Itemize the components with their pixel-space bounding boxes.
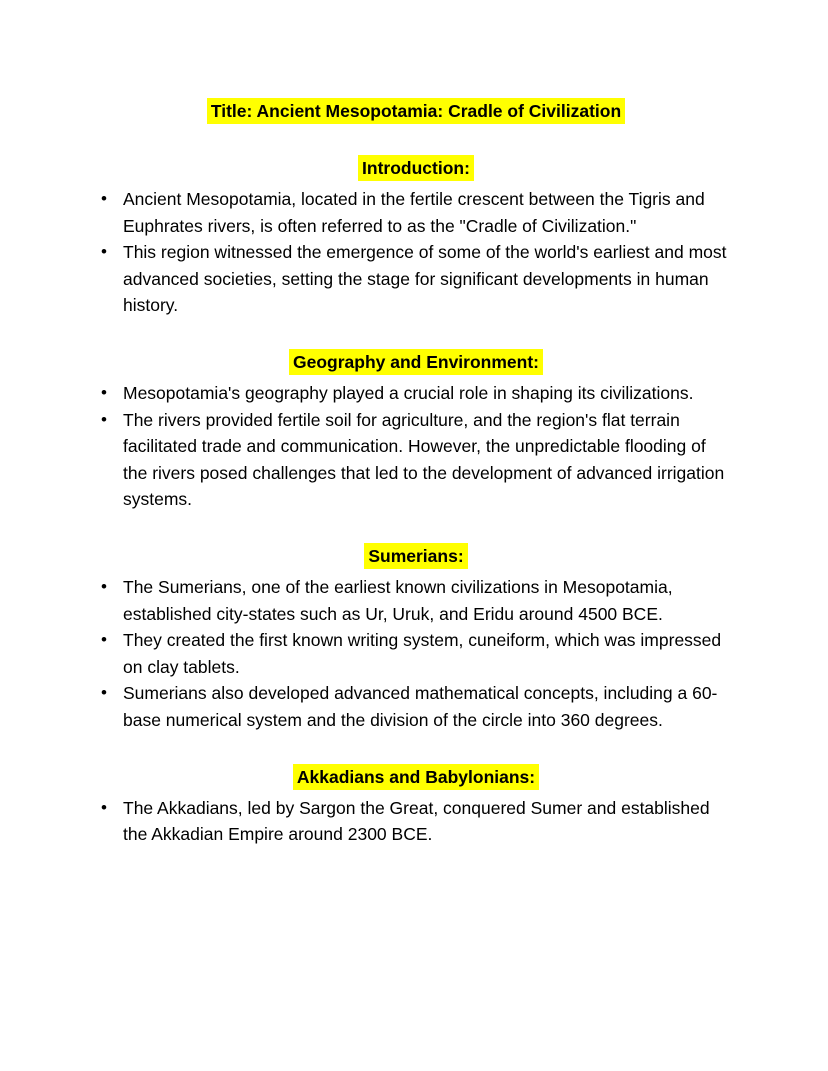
list-item xyxy=(100,795,732,848)
bullet-text: The Akkadians, led by Sargon the Great, conquered Sumer and established the Akkadian Empire around 2300 BCE. xyxy=(123,797,710,845)
bullet-text: The rivers provided fertile soil for agriculture, and the region's flat terrain facilitated trade and communication. However, the unpredictable flooding of the rivers posed challenges that led to the development of advanced irrigation systems. xyxy=(123,409,725,510)
bullet-list xyxy=(100,186,732,319)
bullet-icon: • xyxy=(101,242,107,262)
list-item xyxy=(100,239,732,319)
document-content xyxy=(100,98,732,848)
section-heading: Introduction: xyxy=(358,155,474,181)
bullet-icon: • xyxy=(101,409,107,429)
section-sumerians xyxy=(100,543,732,734)
bullet-text: Sumerians also developed advanced mathematical concepts, including a 60-base numerical system and the division of the circle into 360 degrees. xyxy=(123,683,718,730)
section-heading-row xyxy=(100,349,732,375)
bullet-text: They created the first known writing system, cuneiform, which was impressed on clay tablets. xyxy=(123,630,722,677)
list-item xyxy=(100,186,732,239)
document-title: Title: Ancient Mesopotamia: Cradle of Civilization xyxy=(207,98,625,124)
bullet-icon: • xyxy=(101,683,107,703)
bullet-icon: • xyxy=(101,382,107,402)
bullet-icon: • xyxy=(101,630,107,650)
bullet-text: This region witnessed the emergence of some of the world's earliest and most advanced societies, setting the stage for significant developments in human history. xyxy=(123,242,727,316)
list-item xyxy=(100,680,732,733)
bullet-text: Ancient Mesopotamia, located in the fertile crescent between the Tigris and Euphrates rivers, is often referred to as the "Cradle of Civilization." xyxy=(123,189,705,236)
section-heading-row xyxy=(100,155,732,181)
document-title-row xyxy=(100,98,732,124)
section-heading-row xyxy=(100,764,732,790)
bullet-icon: • xyxy=(101,797,107,817)
section-heading-row xyxy=(100,543,732,569)
bullet-list xyxy=(100,795,732,848)
section-heading: Geography and Environment: xyxy=(289,349,543,375)
list-item xyxy=(100,574,732,627)
list-item xyxy=(100,380,732,407)
section-akkadians-and-babylonians xyxy=(100,764,732,848)
section-geography-and-environment xyxy=(100,349,732,513)
bullet-icon: • xyxy=(101,576,107,596)
bullet-list xyxy=(100,574,732,734)
list-item xyxy=(100,407,732,513)
bullet-icon: • xyxy=(101,189,107,208)
bullet-text: Mesopotamia's geography played a crucial role in shaping its civilizations. xyxy=(123,382,694,403)
list-item xyxy=(100,627,732,680)
section-introduction xyxy=(100,155,732,319)
section-heading: Sumerians: xyxy=(364,543,467,569)
bullet-list xyxy=(100,380,732,513)
bullet-text: The Sumerians, one of the earliest known civilizations in Mesopotamia, established city-states such as Ur, Uruk, and Eridu around 4500 BCE. xyxy=(123,576,673,624)
section-heading: Akkadians and Babylonians: xyxy=(293,764,539,790)
